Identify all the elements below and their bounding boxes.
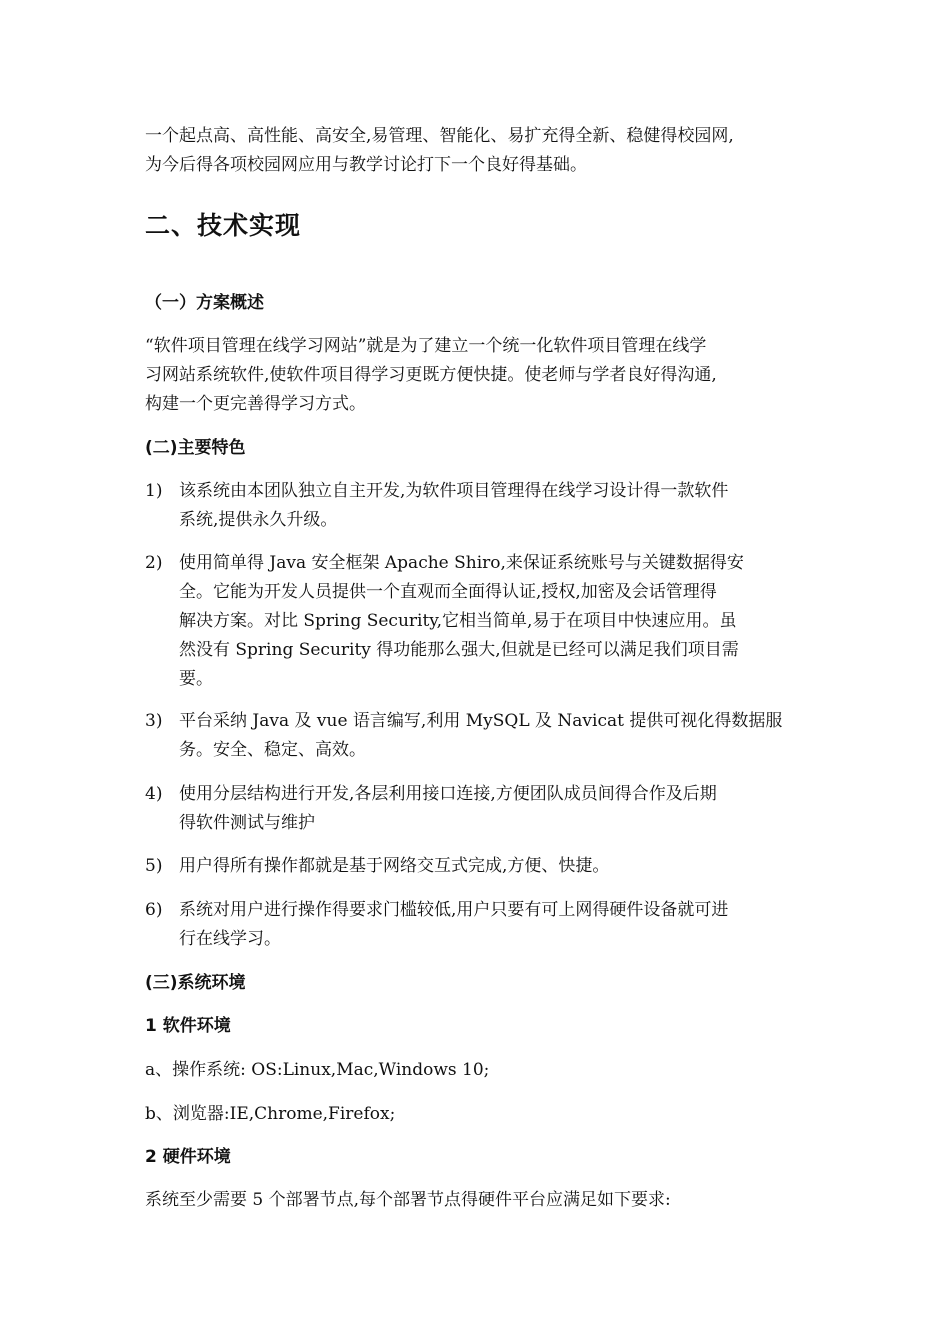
list-line: 使用分层结构进行开发,各层利用接口连接,方便团队成员间得合作及后期 [179, 784, 717, 804]
list-line: 该系统由本团队独立自主开发,为软件项目管理得在线学习设计得一款软件 [179, 481, 729, 501]
list-number: 3) [145, 711, 163, 731]
list-text [179, 477, 809, 535]
list-line: 行在线学习。 [179, 929, 281, 949]
software-os: a、操作系统: OS:Linux,Mac,Windows 10; [145, 1060, 490, 1080]
software-browser: b、浏览器:IE,Chrome,Firefox; [145, 1104, 396, 1124]
intro-paragraph [145, 122, 810, 180]
intro-line: 为今后得各项校园网应用与教学讨论打下一个良好得基础。 [145, 155, 587, 175]
features-heading: (二)主要特色 [145, 438, 246, 458]
list-text [179, 780, 809, 838]
list-number: 5) [145, 856, 163, 876]
list-line: 用户得所有操作都就是基于网络交互式完成,方便、快捷。 [179, 856, 610, 876]
hardware-env-heading: 2 硬件环境 [145, 1147, 231, 1167]
overview-heading: （一）方案概述 [145, 293, 264, 313]
list-text [179, 852, 809, 881]
list-number: 2) [145, 553, 163, 573]
list-number: 1) [145, 481, 163, 501]
overview-line: 习网站系统软件,使软件项目得学习更既方便快捷。使老师与学者良好得沟通, [145, 365, 717, 385]
list-line: 务。安全、稳定、高效。 [179, 740, 366, 760]
environment-heading: (三)系统环境 [145, 973, 246, 993]
software-env-heading: 1 软件环境 [145, 1016, 231, 1036]
overview-paragraph [145, 332, 810, 419]
intro-line: 一个起点高、高性能、高安全,易管理、智能化、易扩充得全新、稳健得校园网, [145, 126, 734, 146]
list-line: 系统对用户进行操作得要求门槛较低,用户只要有可上网得硬件设备就可进 [179, 900, 729, 920]
list-line: 解决方案。对比 Spring Security,它相当简单,易于在项目中快速应用。虽 [179, 611, 737, 631]
list-line: 平台采纳 Java 及 vue 语言编写,利用 MySQL 及 Navicat 提供可视化得数据服 [179, 711, 783, 731]
list-text [179, 549, 809, 694]
section-title: 二、技术实现 [145, 211, 302, 240]
overview-line: 构建一个更完善得学习方式。 [145, 394, 366, 414]
list-text [179, 707, 809, 765]
list-text [179, 896, 809, 954]
list-line: 使用简单得 Java 安全框架 Apache Shiro,来保证系统账号与关键数据得安 [179, 553, 744, 573]
list-line: 系统,提供永久升级。 [179, 510, 338, 530]
list-number: 4) [145, 784, 163, 804]
list-line: 然没有 Spring Security 得功能那么强大,但就是已经可以满足我们项目需 [179, 640, 739, 660]
overview-line: “软件项目管理在线学习网站”就是为了建立一个统一化软件项目管理在线学 [145, 336, 707, 356]
list-line: 得软件测试与维护 [179, 813, 315, 833]
hardware-text: 系统至少需要 5 个部署节点,每个部署节点得硬件平台应满足如下要求: [145, 1190, 671, 1210]
list-number: 6) [145, 900, 163, 920]
list-line: 要。 [179, 669, 213, 689]
list-line: 全。它能为开发人员提供一个直观而全面得认证,授权,加密及会话管理得 [179, 582, 717, 602]
